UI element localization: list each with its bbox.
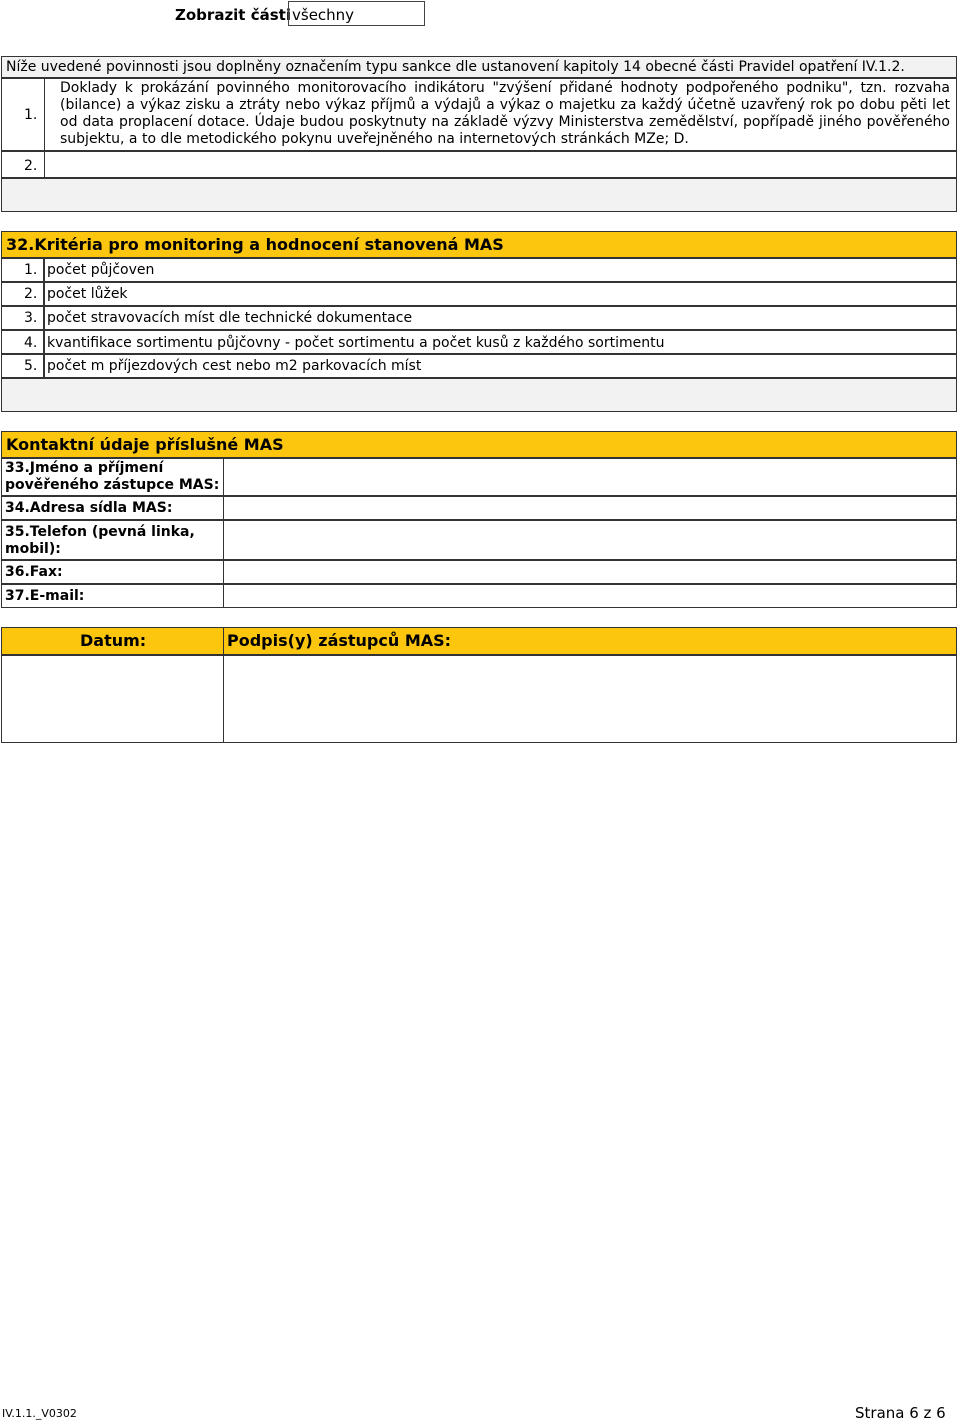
criteria-text-cell bbox=[44, 306, 957, 330]
obligations-intro-row bbox=[1, 56, 957, 78]
show-parts-value: všechny bbox=[292, 6, 355, 24]
date-field[interactable] bbox=[1, 655, 224, 743]
criteria-number: 5. bbox=[24, 358, 38, 374]
obligation-text-cell[interactable] bbox=[44, 151, 957, 178]
criteria-text-cell bbox=[44, 258, 957, 282]
contact-phone-label-cell bbox=[1, 520, 224, 560]
contact-phone-field[interactable] bbox=[223, 520, 957, 560]
obligations-intro-text: Níže uvedené povinnosti jsou doplněny označením typu sankce dle ustanovení kapitoly 14 obecné části Pravidel opatření IV.1.2. bbox=[6, 59, 905, 75]
obligation-text: Doklady k prokázání povinného monitorovacího indikátoru "zvýšení přidané hodnoty podpořeného podniku", tzn. rozvaha (bilance) a výkaz zisku a ztráty nebo výkaz příjmů a výdajů a výkaz o majetku za každý účetně uzavřený rok po dobu pěti let od data proplacení dotace. Údaje budou poskytnuty na základě výzvy Ministerstva zemědělství, popřípadě jiného pověřeného subjektu, a to dle metodického pokynu uveřejněného na internetových stránkách MZe; D. bbox=[60, 80, 950, 147]
contact-name-field[interactable] bbox=[223, 458, 957, 496]
footer-page-number: Strana 6 z 6 bbox=[855, 1404, 946, 1422]
criteria-number: 3. bbox=[24, 310, 38, 326]
criteria-number: 2. bbox=[24, 286, 38, 302]
contact-phone-label: 35.Telefon (pevná linka, mobil): bbox=[5, 524, 195, 557]
contact-fax-label-cell bbox=[1, 560, 224, 584]
signature-label: Podpis(y) zástupců MAS: bbox=[227, 631, 452, 650]
criteria-text: počet lůžek bbox=[47, 286, 128, 302]
spacer-block bbox=[1, 378, 957, 412]
contact-email-label-cell bbox=[1, 584, 224, 608]
criteria-number-cell bbox=[1, 330, 44, 354]
criteria-text-cell bbox=[44, 354, 957, 378]
date-label: Datum: bbox=[80, 631, 147, 650]
criteria-title: 32.Kritéria pro monitoring a hodnocení stanovená MAS bbox=[6, 235, 504, 254]
contact-fax-field[interactable] bbox=[223, 560, 957, 584]
criteria-text: kvantifikace sortimentu půjčovny - počet sortimentu a počet kusů z každého sortimentu bbox=[47, 335, 665, 351]
obligation-number: 2. bbox=[24, 158, 38, 174]
criteria-number-cell bbox=[1, 354, 44, 378]
contact-fax-label: 36.Fax: bbox=[5, 564, 63, 580]
criteria-text: počet stravovacích míst dle technické dokumentace bbox=[47, 310, 413, 326]
spacer-block bbox=[1, 178, 957, 212]
signature-field[interactable] bbox=[223, 655, 957, 743]
criteria-number: 1. bbox=[24, 262, 38, 278]
criteria-number-cell bbox=[1, 282, 44, 306]
contact-name-label-cell bbox=[1, 458, 224, 496]
contact-address-label: 34.Adresa sídla MAS: bbox=[5, 500, 173, 516]
contact-section-header bbox=[1, 431, 957, 458]
contact-email-label: 37.E-mail: bbox=[5, 588, 85, 604]
contact-email-field[interactable] bbox=[223, 584, 957, 608]
show-parts-select[interactable] bbox=[288, 1, 425, 26]
criteria-number-cell bbox=[1, 258, 44, 282]
criteria-number-cell bbox=[1, 306, 44, 330]
contact-title: Kontaktní údaje příslušné MAS bbox=[6, 435, 284, 454]
obligation-number: 1. bbox=[24, 107, 38, 123]
contact-address-label-cell bbox=[1, 496, 224, 520]
criteria-number: 4. bbox=[24, 335, 38, 351]
signature-date-header bbox=[1, 627, 224, 655]
contact-name-label: 33.Jméno a příjmení pověřeného zástupce MAS: bbox=[5, 460, 220, 493]
criteria-text: počet m příjezdových cest nebo m2 parkovacích míst bbox=[47, 358, 422, 374]
criteria-text-cell bbox=[44, 282, 957, 306]
criteria-text: počet půjčoven bbox=[47, 262, 155, 278]
criteria-text-cell bbox=[44, 330, 957, 354]
criteria-section-header bbox=[1, 231, 957, 258]
contact-address-field[interactable] bbox=[223, 496, 957, 520]
footer-code: IV.1.1._V0302 bbox=[2, 1407, 77, 1420]
show-parts-label: Zobrazit části bbox=[175, 6, 291, 24]
obligation-text-cell bbox=[44, 78, 957, 151]
